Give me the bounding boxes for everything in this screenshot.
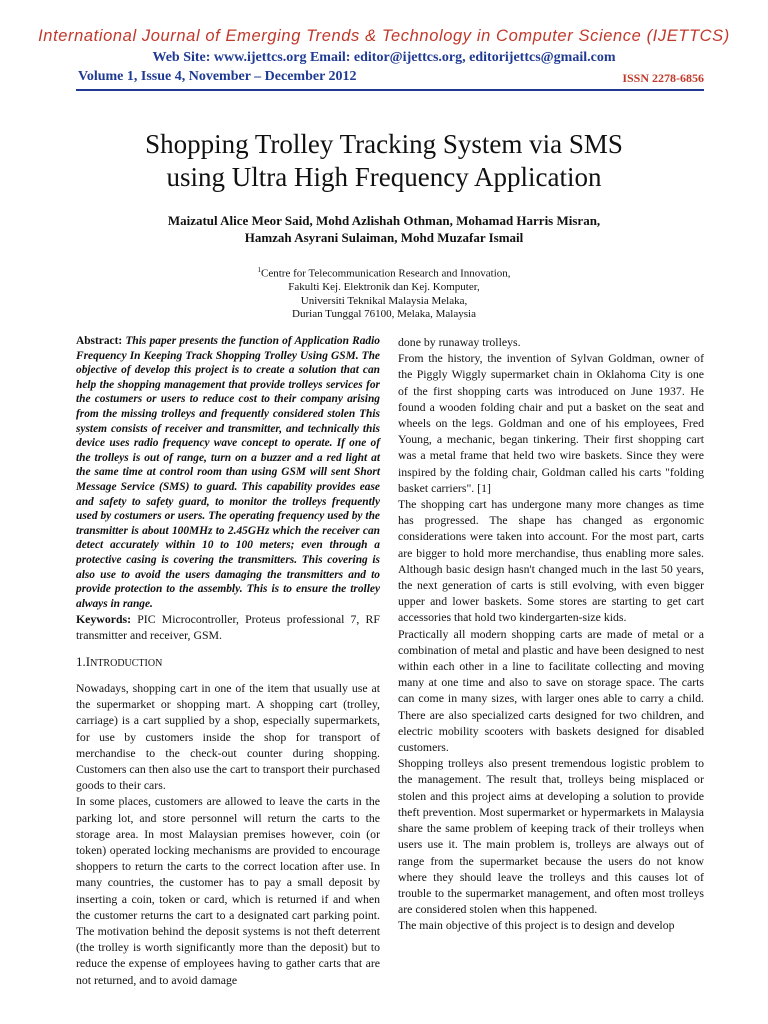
section-number: 1. bbox=[76, 653, 86, 669]
body-paragraph: In some places, customers are allowed to leave the carts in the parking lot, and store personnel will return the carts to the storage area. In most Malaysian premises however, coin (or token) operated locking mechanisms are provided to encourage shoppers to return the carts to the correct location after use. In many countries, the customer has to pay a small deposit by inserting a coin, token or card, which is returned if and when the customer returns the cart to a designated cart parking point. The motivation behind the deposit systems is not theft deterrent (the trolley is worth significantly more than the deposit) but to reduce the expense of employees having to gather carts that are not returned, and to avoid damage bbox=[76, 794, 380, 987]
keywords-label: Keywords: bbox=[76, 612, 132, 627]
right-column bbox=[398, 334, 704, 934]
affiliation bbox=[0, 264, 768, 322]
affiliation-line-text: Centre for Telecommunication Research and Innovation, bbox=[261, 267, 511, 280]
abstract bbox=[76, 334, 380, 611]
body-paragraph: Practically all modern shopping carts are made of metal or a combination of metal and plastic and have been designed to nest within each other in a line to facilitate collecting and moving many at one time and also to save on storage space. The carts can come in many sizes, with larger ones able to carry a child. There are also specialized carts designed for two children, and electric mobility scooters with baskets designed for disabled customers. bbox=[398, 626, 704, 755]
paper-title bbox=[0, 128, 768, 194]
affiliation-line: Durian Tunggal 76100, Melaka, Malaysia bbox=[292, 308, 476, 321]
journal-title: International Journal of Emerging Trends & Technology in Computer Science (IJETTCS) bbox=[38, 27, 730, 45]
abstract-label: Abstract: bbox=[76, 335, 123, 347]
body-paragraph: From the history, the invention of Sylvan Goldman, owner of the Piggly Wiggly supermarket chain in Oklahoma City is one of the first shopping carts was introduced on June 1937. He found a wooden folding chair and put a basket on the seat and wheels on the legs. Goldman and one of his employees, Fred Young, a mechanic, began tinkering. Their first shopping cart was a metal frame that held two wire baskets. Since they were inspired by the folding chair, Goldman called his carts "folding basket carriers". [1] bbox=[398, 351, 704, 495]
body-paragraph: Shopping trolleys also present tremendous logistic problem to the management. The result that, trolleys being misplaced or stolen and this project aims at developing a solution to provide theft prevention. Most supermarket or hypermarkets in Malaysia share the same problem of keeping track of their trolleys when users use it. The main problem is, trolleys are always out of range from the supermarket because the users do not know where they should leave the trolleys and this causes lot of trouble to the supermarket management, and often most trolleys are considered stolen when this happened. bbox=[398, 756, 704, 917]
author-line: Hamzah Asyrani Sulaiman, Mohd Muzafar Ismail bbox=[244, 230, 524, 245]
issn-number: ISSN 2278-6856 bbox=[622, 71, 704, 85]
header-rule bbox=[76, 89, 704, 91]
section-heading-introduction bbox=[76, 654, 380, 672]
affiliation-line: Universiti Teknikal Malaysia Melaka, bbox=[300, 294, 468, 307]
paper-title-line: Shopping Trolley Tracking System via SMS bbox=[145, 129, 623, 159]
body-paragraph: Nowadays, shopping cart in one of the item that usually use at the supermarket or shopping mart. A shopping cart (trolley, carriage) is a cart supplied by a shop, especially supermarkets, for use by customers inside the shop for transport of merchandise to the check-out counter during shopping. Customers can then also use the cart to transport their purchased goods to their cars. bbox=[76, 680, 381, 793]
affiliation-line bbox=[0, 264, 768, 281]
body-paragraph: The main objective of this project is to design and develop bbox=[398, 918, 675, 933]
section-initial: I bbox=[85, 653, 91, 669]
paper-title-line: using Ultra High Frequency Application bbox=[166, 162, 602, 192]
volume-issue: Volume 1, Issue 4, November – December 2012 bbox=[78, 69, 357, 84]
abstract-text: This paper presents the function of Application Radio Frequency In Keeping Track Shopping Trolley Using GSM. The objective of develop this project is to create a solution that can help the shopping management that provide trolleys services for the costumers or users to reduce cost to their company arising from the missing trolleys and frequently considered stolen This system consists of receiver and transmitter, and technically this device uses radio frequency wave concept to operate. If one of the trolleys is out of range, turn on a buzzer and a red light at the same time at control room than using GSM will sent Short Message Service (SMS) to guard. This capability provides ease and safety to safety guard, to monitor the trolleys frequently used by costumers or users. The operating frequency used by the transmitter is about 100MHz to 2.45GHz which the receiver can detect accurately within 10 to 100 meters; even through a protective casing is covering the transmitters. This covering is also use to avoid the users damaging the transmitters and to provide protection to the assembly. This is to ensure the trolley always in range. bbox=[76, 335, 380, 610]
keywords bbox=[76, 611, 380, 643]
author-line: Maizatul Alice Meor Said, Mohd Azlishah Othman, Mohamad Harris Misran, bbox=[167, 213, 601, 228]
journal-website-line: Web Site: www.ijettcs.org Email: editor@ijettcs.org, editorijettcs@gmail.com bbox=[152, 50, 616, 65]
author-list bbox=[0, 212, 768, 246]
affiliation-marker: 1 bbox=[257, 266, 261, 274]
body-paragraph: done by runaway trolleys. bbox=[398, 335, 521, 349]
body-paragraph: The shopping cart has undergone many more changes as time has progressed. The shape has changed as ergonomic considerations were taken into account. For the most part, carts are bigger to hold more merchandise, thus enabling more sales. Although basic design hasn't changed much in the last 50 years, the next generation of carts is still evolving, with even bigger upper and lower baskets. Some stores are starting to get cart accessories that hold two kindergarten-size kids. bbox=[398, 497, 704, 625]
keywords-text: PIC Microcontroller, Proteus professional 7, RF transmitter and receiver, GSM. bbox=[76, 612, 380, 643]
affiliation-line: Fakulti Kej. Elektronik dan Kej. Komputer, bbox=[288, 281, 480, 294]
section-title-rest: NTRODUCTION bbox=[90, 657, 163, 669]
left-column bbox=[76, 334, 380, 988]
